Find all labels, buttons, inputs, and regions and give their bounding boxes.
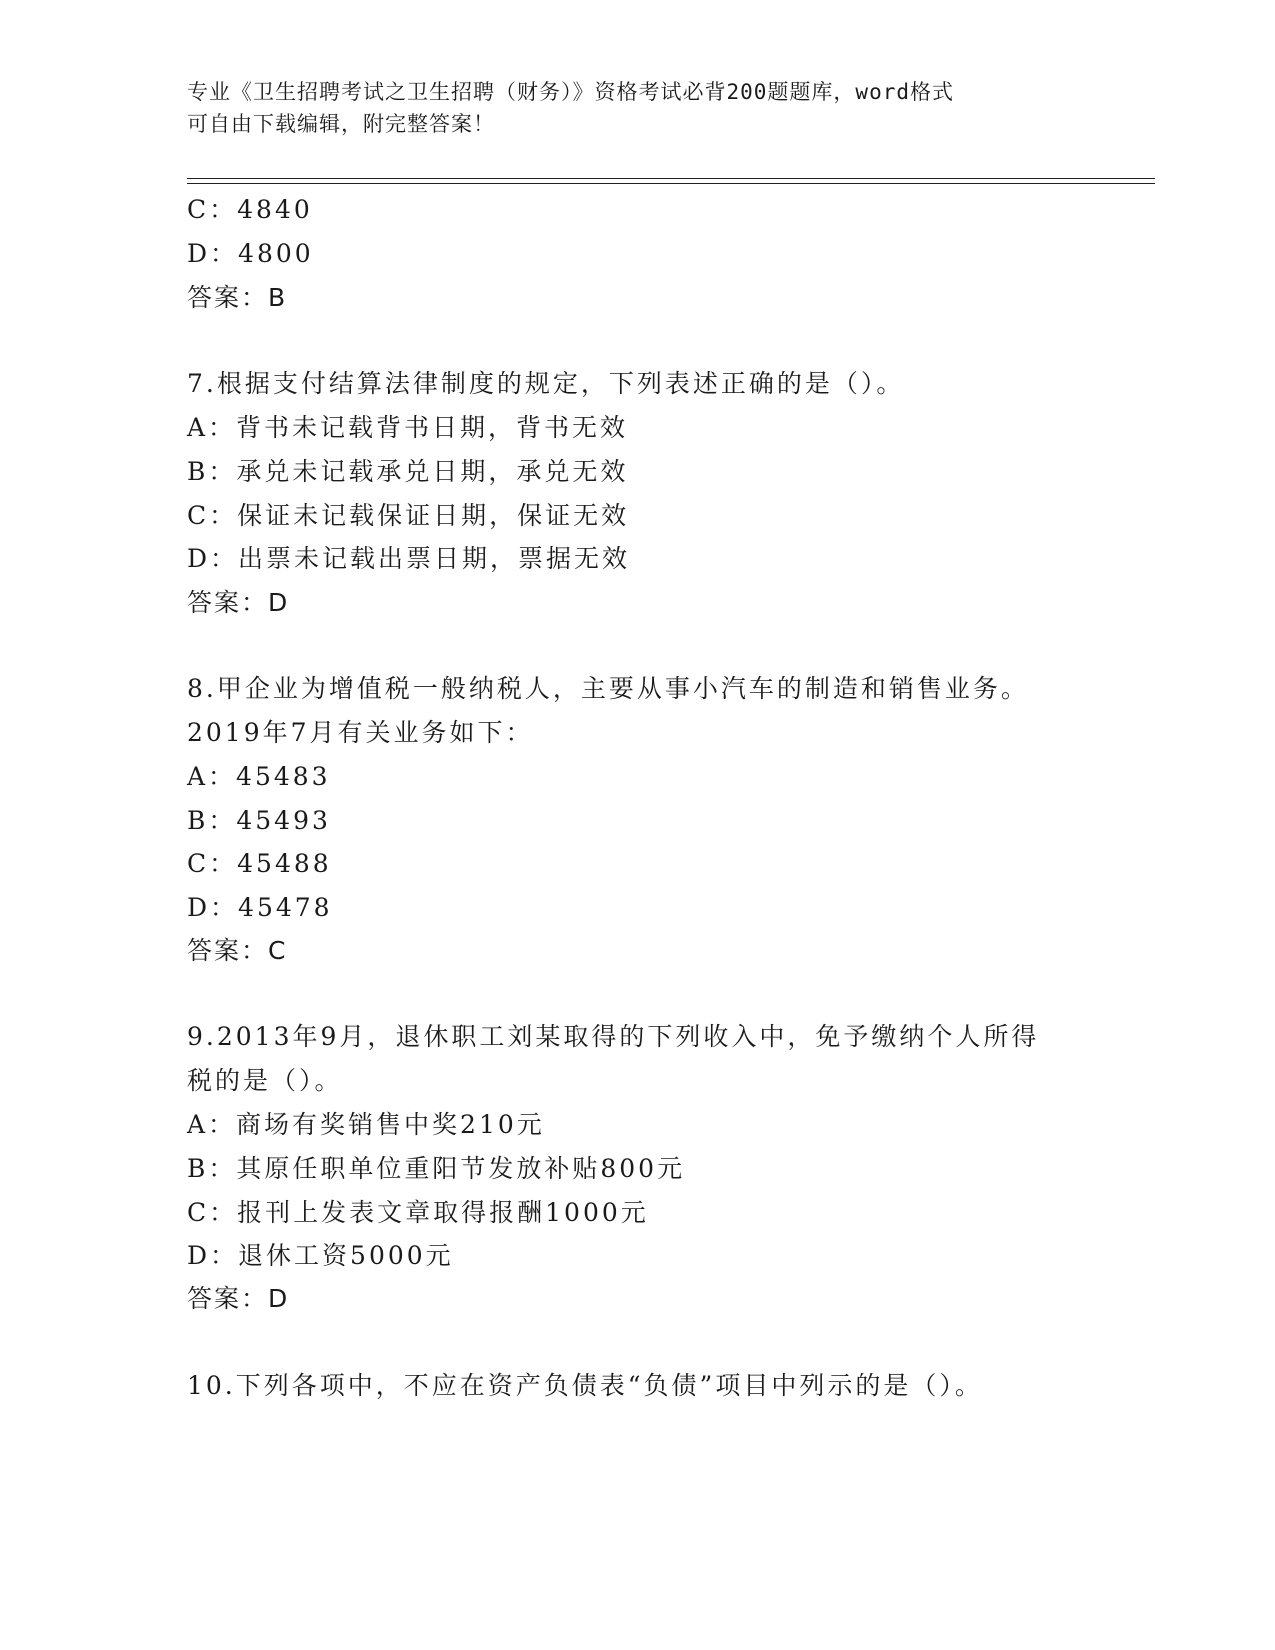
option-c: C：报刊上发表文章取得报酬1000元: [187, 1198, 649, 1227]
option-d: D：45478: [187, 893, 333, 922]
answer-line: 答案：C: [187, 936, 288, 965]
option-b: B：承兑未记载承兑日期，承兑无效: [187, 457, 629, 486]
question-stem-7: 7.根据支付结算法律制度的规定，下列表述正确的是（）。: [187, 369, 905, 398]
option-d: D：4800: [187, 239, 314, 268]
option-a: A：商场有奖销售中奖210元: [187, 1110, 545, 1139]
question-stem-9-cont: 税的是（）。: [187, 1066, 343, 1095]
option-c: C：4840: [187, 195, 313, 224]
option-d: D：出票未记载出票日期，票据无效: [187, 544, 631, 573]
question-stem-9: 9.2013年9月，退休职工刘某取得的下列收入中，免予缴纳个人所得: [187, 1022, 1040, 1051]
option-d: D：退休工资5000元: [187, 1241, 454, 1270]
question-stem-8: 8.甲企业为增值税一般纳税人，主要从事小汽车的制造和销售业务。: [187, 674, 1029, 703]
option-c: C：保证未记载保证日期，保证无效: [187, 501, 630, 530]
question-stem-10: 10.下列各项中，不应在资产负债表“负债”项目中列示的是（）。: [187, 1371, 983, 1400]
option-c: C：45488: [187, 849, 332, 878]
header-rule-bottom: [187, 183, 1155, 184]
answer-line: 答案：B: [187, 283, 288, 312]
option-b: B：45493: [187, 806, 331, 835]
option-b: B：其原任职单位重阳节发放补贴800元: [187, 1154, 686, 1183]
question-stem-8-cont: 2019年7月有关业务如下：: [187, 718, 534, 747]
option-a: A：45483: [187, 762, 331, 791]
option-a: A：背书未记载背书日期，背书无效: [187, 413, 629, 442]
document-header: [187, 76, 1067, 140]
header-title-line-1: 专业《卫生招聘考试之卫生招聘（财务）》资格考试必背200题题库，word格式: [187, 80, 954, 104]
answer-line: 答案：D: [187, 1284, 290, 1313]
answer-line: 答案：D: [187, 588, 290, 617]
header-title-line-2: 可自由下载编辑，附完整答案！: [187, 112, 495, 136]
header-rule-top: [187, 178, 1155, 179]
